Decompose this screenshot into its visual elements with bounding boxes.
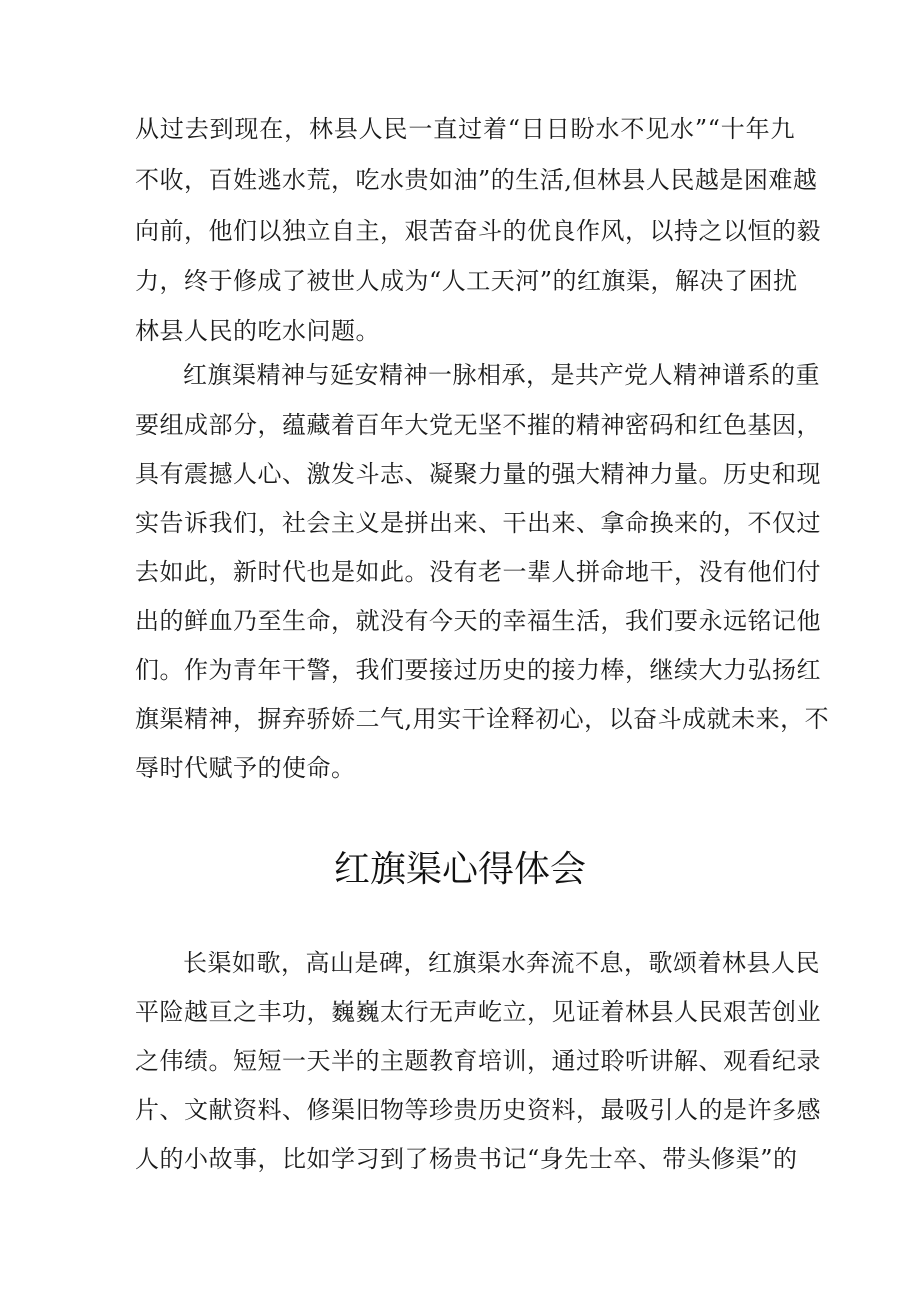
paragraph-line: 人的小故事，比如学习到了杨贵书记“身先士卒、带头修渠”的 [135,1145,798,1173]
paragraph-line: 平险越亘之丰功，巍巍太行无声屹立，见证着林县人民艰苦创业 [135,998,821,1026]
paragraph-line: 向前，他们以独立自主，艰苦奋斗的优良作风，以持之以恒的毅 [135,217,821,245]
paragraph-line: 之伟绩。短短一天半的主题教育培训，通过聆听讲解、观看纪录 [135,1047,821,1075]
paragraph-line: 林县人民的吃水问题。 [135,317,380,345]
paragraph-line: 辱时代赋予的使命。 [135,754,356,782]
paragraph-line: 长渠如歌，高山是碑，红旗渠水奔流不息，歌颂着林县人民 [183,949,820,977]
paragraph-line: 红旗渠精神与延安精神一脉相承，是共产党人精神谱系的重 [183,361,820,389]
paragraph-line: 片、文献资料、修渠旧物等珍贵历史资料，最吸引人的是许多感 [135,1096,821,1124]
paragraph-line: 去如此，新时代也是如此。没有老一辈人拼命地干，没有他们付 [135,558,821,586]
paragraph-line: 不收，百姓逃水荒，吃水贵如油”的生活,但林县人民越是困难越 [135,166,818,194]
paragraph-line: 力，终于修成了被世人成为“人工天河”的红旗渠，解决了困扰 [135,267,798,295]
paragraph-line: 从过去到现在，林县人民一直过着“日日盼水不见水”“十年九 [135,115,795,143]
paragraph-line: 实告诉我们，社会主义是拼出来、干出来、拿命换来的，不仅过 [135,509,821,537]
section-heading: 红旗渠心得体会 [333,849,586,890]
paragraph-line: 们。作为青年干警，我们要接过历史的接力棒，继续大力弘扬红 [135,656,821,684]
paragraph-line: 旗渠精神，摒弃骄娇二气,用实干诠释初心，以奋斗成就未来，不 [135,705,830,733]
paragraph-line: 具有震撼人心、激发斗志、凝聚力量的强大精神力量。历史和现 [135,460,821,488]
paragraph-line: 出的鲜血乃至生命，就没有今天的幸福生活，我们要永远铭记他 [135,607,821,635]
paragraph-line: 要组成部分，蕴藏着百年大党无坚不摧的精神密码和红色基因， [135,411,821,439]
